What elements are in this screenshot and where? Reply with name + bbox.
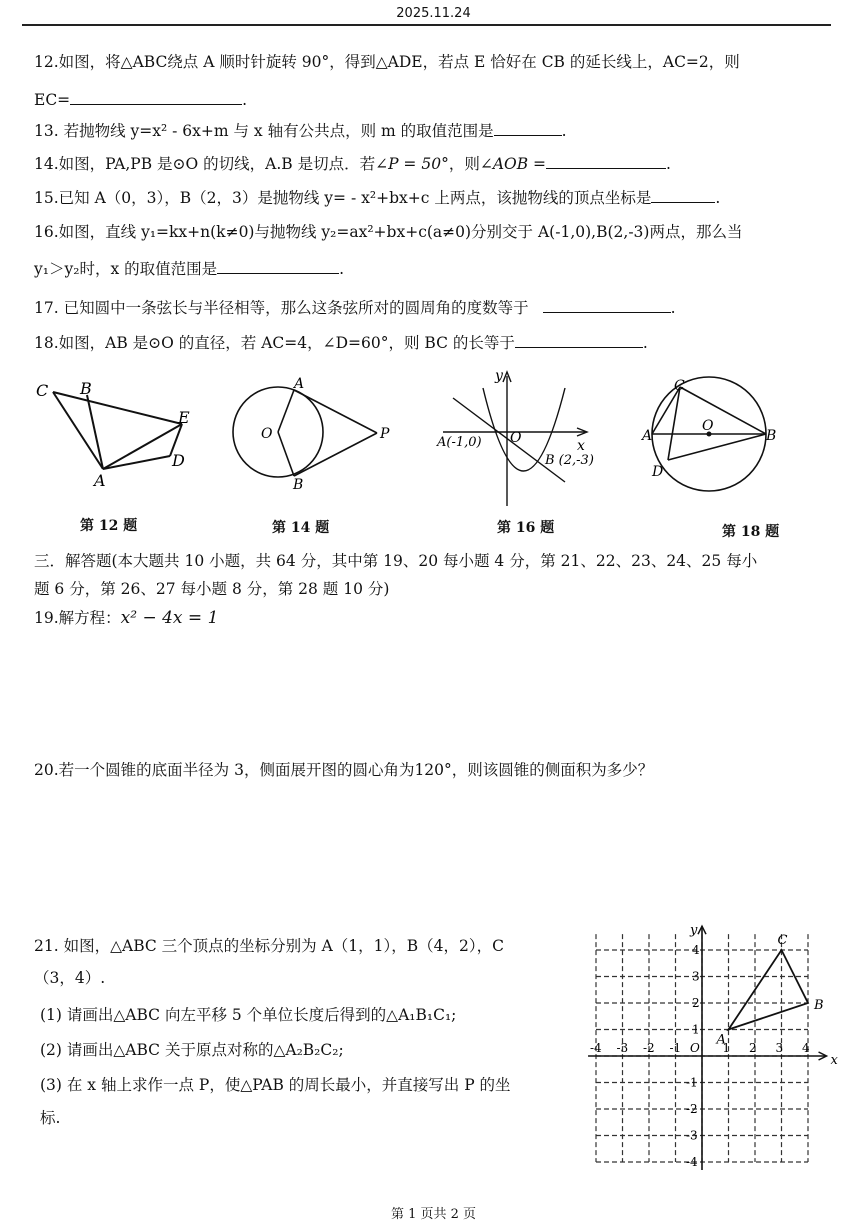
q19-equation: x² − 4x = 1 (120, 608, 219, 628)
grid-y-tick-label: -1 (686, 1075, 698, 1090)
q13-answer-blank[interactable] (494, 120, 562, 136)
coordinate-grid (578, 918, 840, 1180)
q13-end: . (561, 122, 567, 140)
grid-y-tick-label: -2 (686, 1102, 698, 1116)
fig14-label-a: A (294, 376, 305, 392)
figure-16 (425, 366, 605, 511)
fig18-label-o: O (702, 418, 714, 434)
fig12-caption: 第 12 题 (80, 518, 138, 534)
q13-line (34, 120, 567, 141)
q15-text: 15.已知 A（0，3），B（2，3）是抛物线 y= - x²+bx+c 上两点，该抛物线的顶点坐标是 (34, 189, 652, 207)
grid-y-tick-label: 4 (692, 943, 700, 957)
fig18-label-d: D (652, 464, 664, 480)
q12-line1: 12.如图，将△ABC绕点 A 顺时针旋转 90°，得到△ADE，若点 E 恰好在 CB 的延长线上，AC=2，则 (34, 53, 740, 71)
q16-text2: y₁＞y₂时，x 的取值范围是 (34, 260, 218, 278)
fig18-label-a: A (642, 428, 653, 444)
q14-end: . (666, 155, 671, 173)
grid-x-tick-label: 2 (749, 1041, 757, 1055)
q12-end: . (242, 91, 248, 109)
section3-line2: 题 6 分，第 26、27 每小题 8 分，第 28 题 10 分) (34, 580, 390, 598)
fig14-label-o: O (261, 426, 273, 442)
q15-line (34, 187, 720, 208)
q16-answer-blank[interactable] (217, 258, 339, 274)
q21-part3a: (3) 在 x 轴上求作一点 P，使△PAB 的周长最小，并直接写出 P 的坐 (40, 1076, 511, 1094)
q19-line (34, 608, 218, 628)
grid-axis-x-label: x (830, 1053, 838, 1068)
q14-pre: 14.如图，PA,PB 是⊙O 的切线，A.B 是切点．若 (34, 155, 376, 173)
q21-line1: 21. 如图，△ABC 三个顶点的坐标分别为 A（1，1），B（4，2），C (34, 937, 504, 955)
page-footer: 第 1 页共 2 页 (390, 1207, 477, 1222)
fig16-label-b: B (2,-3) (545, 453, 594, 468)
q21-part1: (1) 请画出△ABC 向左平移 5 个单位长度后得到的△A₁B₁C₁; (40, 1006, 457, 1024)
section3-line1: 三．解答题(本大题共 10 小题，共 64 分，其中第 19、20 每小题 4 分，第 21、22、23、24、25 每小 (34, 552, 758, 570)
figure-14 (225, 372, 395, 497)
q14-angle-p: ∠P = 50° (375, 155, 449, 173)
grid-x-tick-label: -3 (616, 1041, 629, 1055)
grid-point-label-a: A (716, 1032, 726, 1048)
fig16-label-a: A(-1,0) (437, 435, 482, 450)
q19-label: 19.解方程： (34, 609, 121, 627)
q14-answer-blank[interactable] (546, 153, 666, 169)
fig12-label-c: C (36, 381, 49, 400)
grid-x-tick-label: -4 (590, 1041, 602, 1055)
fig12-label-d: D (172, 451, 185, 470)
triangle-abc (729, 950, 809, 1030)
header-date: 2025.11.24 (396, 6, 471, 21)
q14-mid: ，则 (448, 155, 480, 173)
q20-line: 20.若一个圆锥的底面半径为 3，侧面展开图的圆心角为120°，则该圆锥的侧面积为多少？ (34, 761, 654, 779)
grid-point-label-c: C (777, 933, 788, 948)
grid-x-tick-label: -2 (643, 1041, 655, 1055)
header-rule (22, 24, 831, 26)
q21-part3b: 标. (40, 1109, 61, 1127)
grid-x-tick-label: 4 (802, 1041, 810, 1055)
figure-12 (30, 372, 210, 492)
q12-answer-blank[interactable] (70, 89, 242, 105)
grid-x-tick-label: -1 (669, 1041, 682, 1055)
q15-answer-blank[interactable] (651, 187, 715, 203)
fig12-label-a: A (94, 471, 106, 490)
q12-line2 (34, 89, 247, 110)
q21-line2: （3，4）. (34, 969, 106, 987)
q12-ec-label: EC= (34, 91, 71, 109)
q15-end: . (715, 189, 721, 207)
q18-answer-blank[interactable] (515, 332, 643, 348)
q16-end: . (339, 260, 345, 278)
grid-x-tick-label: 1 (722, 1041, 731, 1055)
grid-axis-y-label: y (690, 923, 698, 939)
fig12-label-b: B (80, 379, 92, 398)
q13-text: 13. 若抛物线 y=x² - 6x+m 与 x 轴有公共点，则 m 的取值范围是 (34, 122, 494, 140)
grid-y-tick-label: -4 (686, 1155, 698, 1169)
fig14-label-p: P (380, 426, 390, 442)
fig16-axis-x: x (577, 438, 585, 454)
fig18-label-c: C (674, 378, 685, 394)
grid-y-tick-label: 1 (692, 1022, 700, 1037)
q18-line (34, 332, 648, 353)
q17-text: 17. 已知圆中一条弦长与半径相等，那么这条弦所对的圆周角的度数等于 (34, 299, 529, 317)
fig18-caption: 第 18 题 (722, 524, 780, 540)
q14-line (34, 153, 671, 174)
q16-line1: 16.如图，直线 y₁=kx+n(k≠0)与抛物线 y₂=ax²+bx+c(a≠0)分别交于 A(-1,0),B(2,-3)两点，那么当 (34, 223, 743, 241)
figure-18 (638, 372, 798, 497)
q16-line2 (34, 258, 344, 279)
grid-x-tick-label: O (690, 1041, 700, 1055)
fig14-caption: 第 14 题 (272, 520, 330, 536)
q18-text: 18.如图，AB 是⊙O 的直径，若 AC=4，∠D=60°，则 BC 的长等于 (34, 334, 515, 352)
fig14-label-b: B (293, 477, 304, 493)
q17-answer-blank[interactable] (543, 297, 671, 313)
q21-part2: (2) 请画出△ABC 关于原点对称的△A₂B₂C₂; (40, 1041, 344, 1059)
q18-end: . (642, 334, 648, 352)
grid-point-label-b: B (814, 998, 824, 1013)
fig16-label-o: O (510, 430, 522, 446)
grid-x-tick-label: 3 (775, 1041, 784, 1055)
grid-y-tick-label: 2 (692, 996, 700, 1010)
q17-end: . (670, 299, 676, 317)
fig18-label-b: B (766, 428, 777, 444)
q17-line (34, 297, 676, 318)
grid-y-tick-label: 3 (692, 969, 700, 984)
fig16-axis-y: y (495, 368, 503, 384)
grid-y-tick-label: -3 (686, 1128, 698, 1143)
fig12-label-e: E (178, 408, 190, 427)
q14-angle-aob: ∠AOB = (479, 155, 547, 173)
fig16-caption: 第 16 题 (497, 520, 555, 536)
